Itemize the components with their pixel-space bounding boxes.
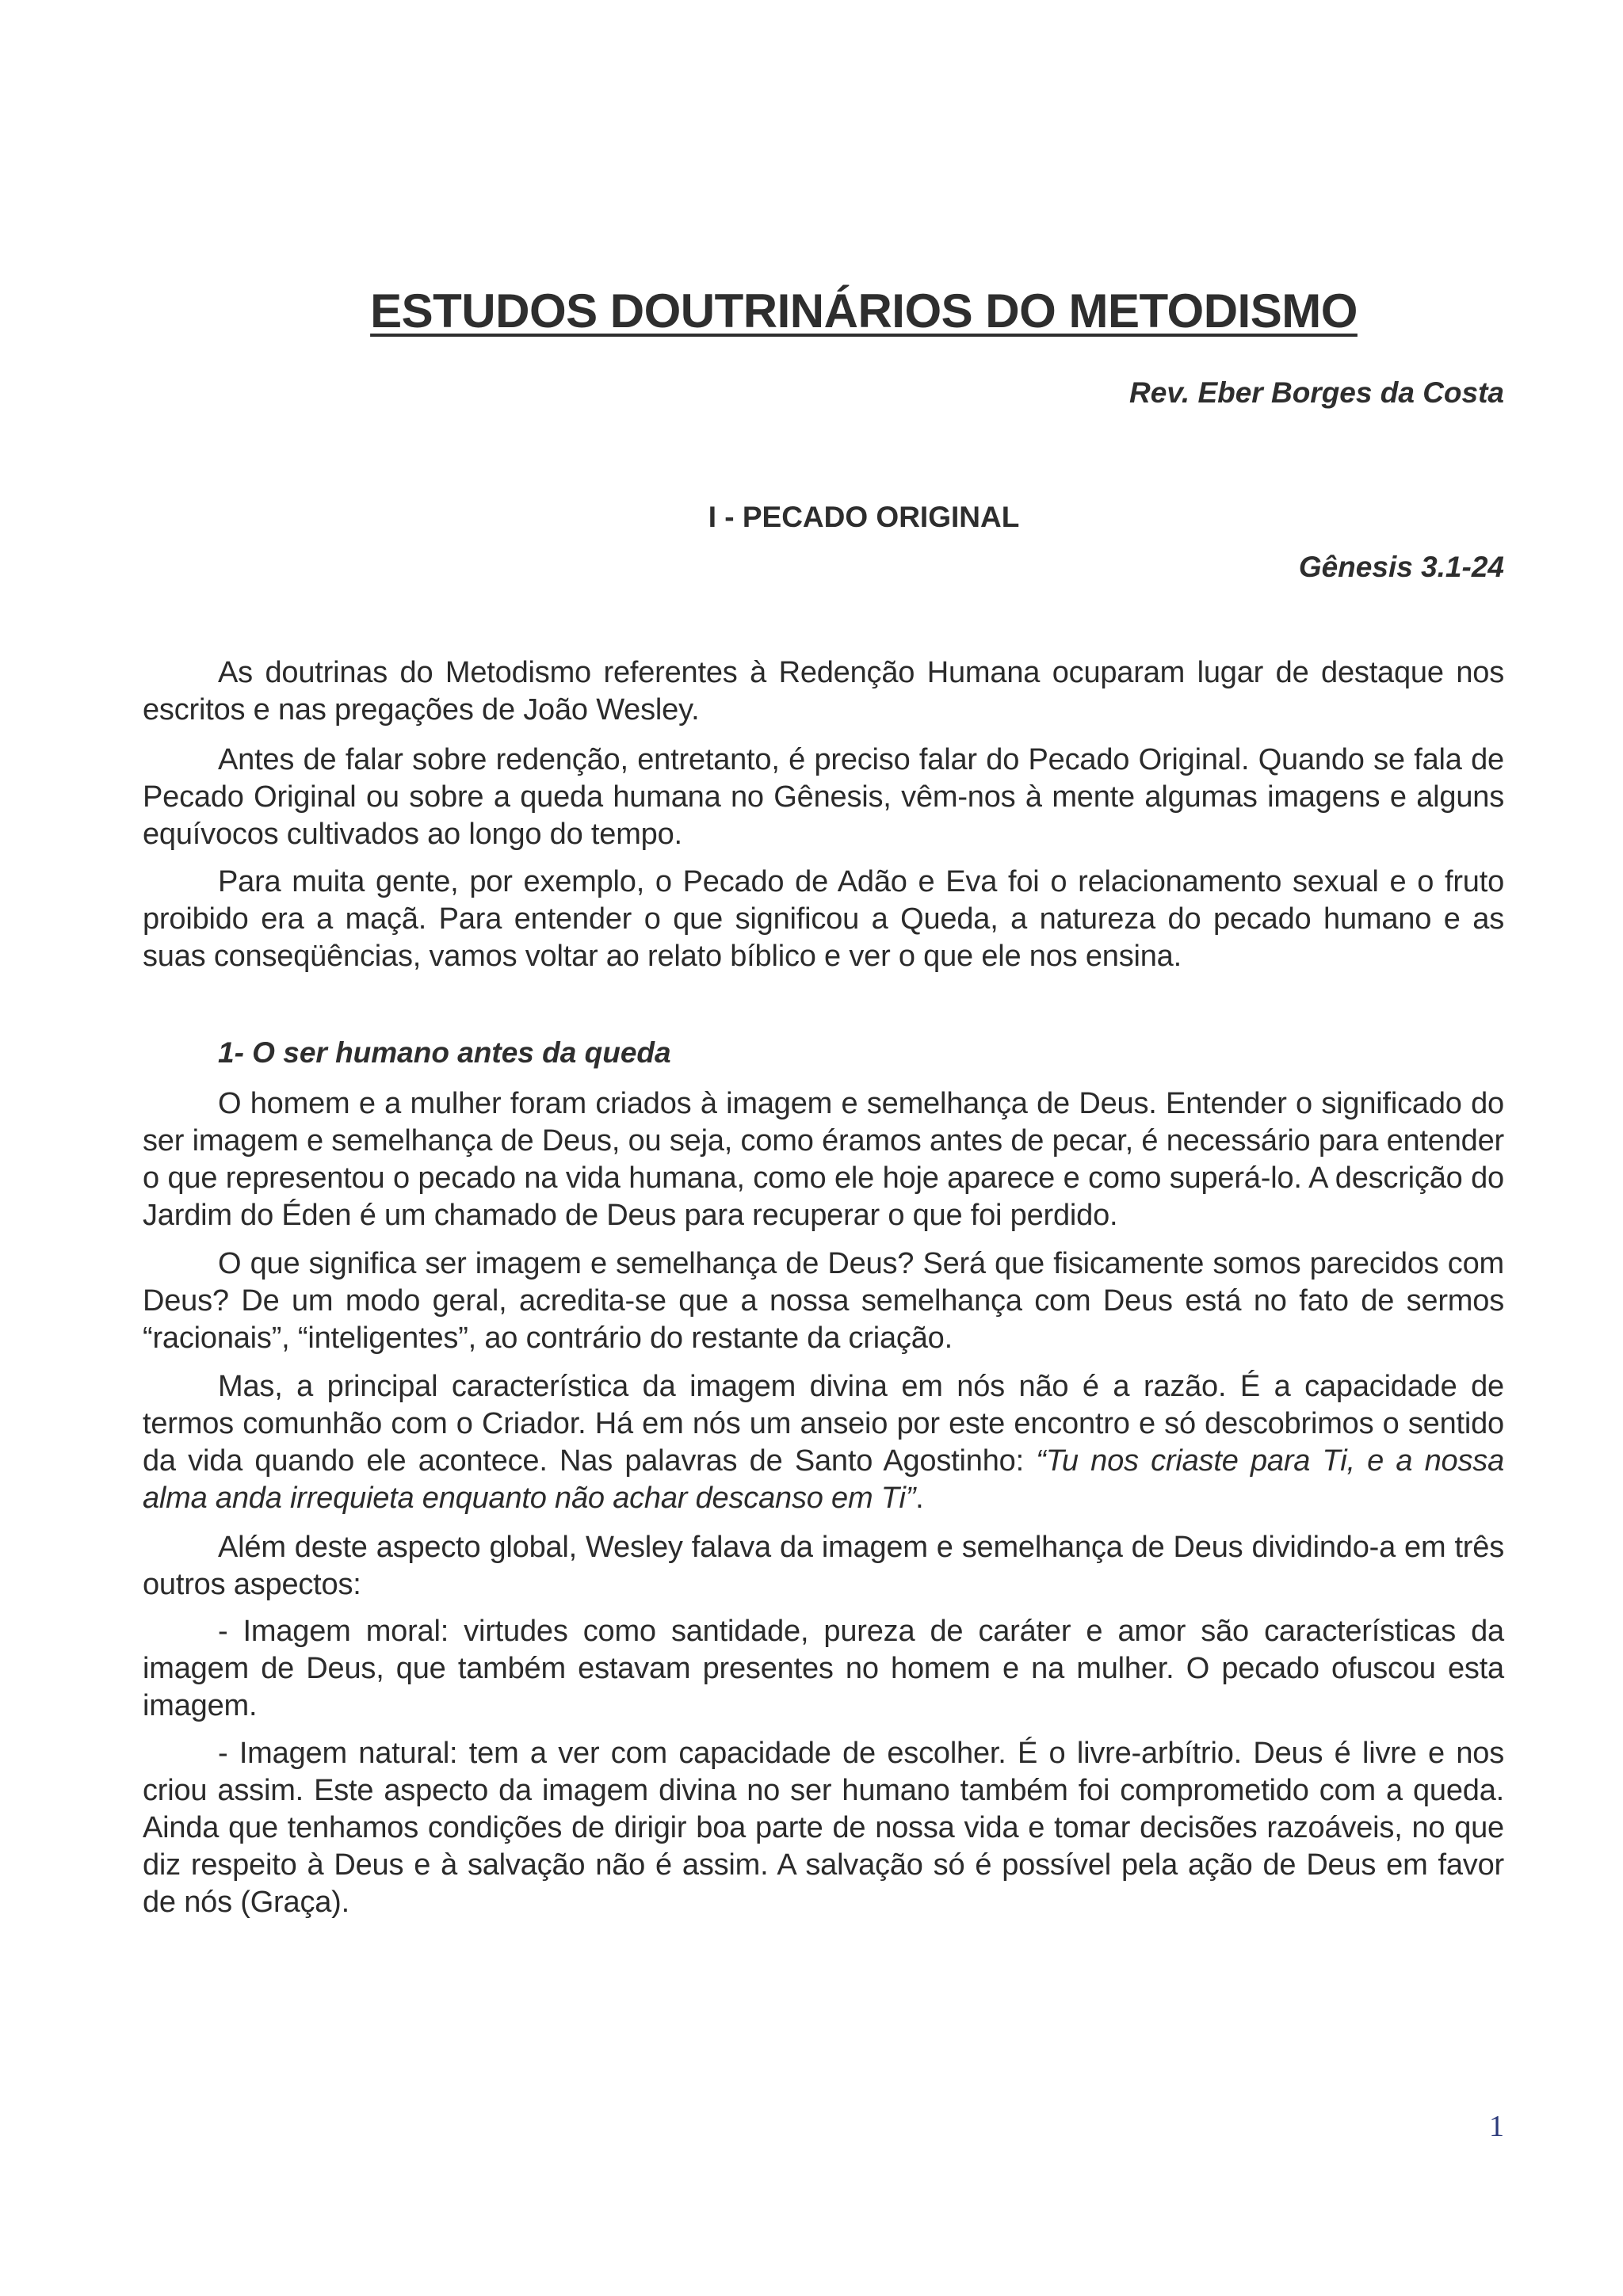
paragraph-quote xyxy=(143,1368,1504,1517)
paragraph-intro-2: Antes de falar sobre redenção, entretanto, é preciso falar do Pecado Original. Quando se fala de Pecado Original ou sobre a queda humana no Gênesis, vêm-nos à mente algumas imagens e alguns equívocos cultivados ao longo do tempo. xyxy=(143,743,1504,851)
paragraph-section-2: O que significa ser imagem e semelhança de Deus? Será que fisicamente somos parecidos com Deus? De um modo geral, acredita-se que a nossa semelhança com Deus está no fato de sermos “racionais”, “inteligentes”, ao contrário do restante da criação. xyxy=(143,1247,1504,1355)
paragraph-aspects-intro: Além deste aspecto global, Wesley falava da imagem e semelhança de Deus dividindo-a em três outros aspectos: xyxy=(143,1531,1504,1601)
chapter-heading: I - PECADO ORIGINAL xyxy=(708,501,1020,533)
author-line: Rev. Eber Borges da Costa xyxy=(1129,376,1504,409)
paragraph-intro-3: Para muita gente, por exemplo, o Pecado de Adão e Eva foi o relacionamento sexual e o fruto proibido era a maçã. Para entender o que significou a Queda, a natureza do pecado humano e as suas conseqüências, vamos voltar ao relato bíblico e ver o que ele nos ensina. xyxy=(143,865,1504,973)
paragraph-quote-text: Mas, a principal característica da imagem divina em nós não é a razão. É a capacidade de termos comunhão com o Criador. Há em nós um anseio por este encontro e só descobrimos o sentido da vida quando ele acontece. Nas palavras de Santo Agostinho: xyxy=(143,1370,1504,1478)
paragraph-section-1: O homem e a mulher foram criados à imagem e semelhança de Deus. Entender o significado do ser imagem e semelhança de Deus, ou seja, como éramos antes de pecar, é necessário para entender o que representou o pecado na vida humana, como ele hoje aparece e como superá-lo. A descrição do Jardim do Éden é um chamado de Deus para recuperar o que foi perdido. xyxy=(143,1087,1504,1232)
section-heading: 1- O ser humano antes da queda xyxy=(218,1036,671,1069)
paragraph-intro-1: As doutrinas do Metodismo referentes à Redenção Humana ocuparam lugar de destaque nos escritos e nas pregações de João Wesley. xyxy=(143,656,1504,727)
document-title: ESTUDOS DOUTRINÁRIOS DO METODISMO xyxy=(370,284,1358,338)
paragraph-moral-image: - Imagem moral: virtudes como santidade, pureza de caráter e amor são características da imagem de Deus, que também estavam presentes no homem e na mulher. O pecado ofuscou esta imagem. xyxy=(143,1615,1504,1722)
page-number: 1 xyxy=(1489,2110,1504,2143)
scripture-reference: Gênesis 3.1-24 xyxy=(1298,551,1504,583)
paragraph-quote-end: . xyxy=(915,1482,924,1515)
paragraph-natural-image: - Imagem natural: tem a ver com capacidade de escolher. É o livre-arbítrio. Deus é livre e nos criou assim. Este aspecto da imagem divina no ser humano também foi comprometido com a queda. Ainda que tenhamos condições de dirigir boa parte de nossa vida e tomar decisões razoáveis, no que diz respeito à Deus e à salvação não é assim. A salvação só é possível pela ação de Deus em favor de nós (Graça). xyxy=(143,1737,1504,1919)
augustine-quote: “Tu nos criaste para Ti, e a nossa alma anda irrequieta enquanto não achar descanso em Ti” xyxy=(143,1444,1504,1515)
